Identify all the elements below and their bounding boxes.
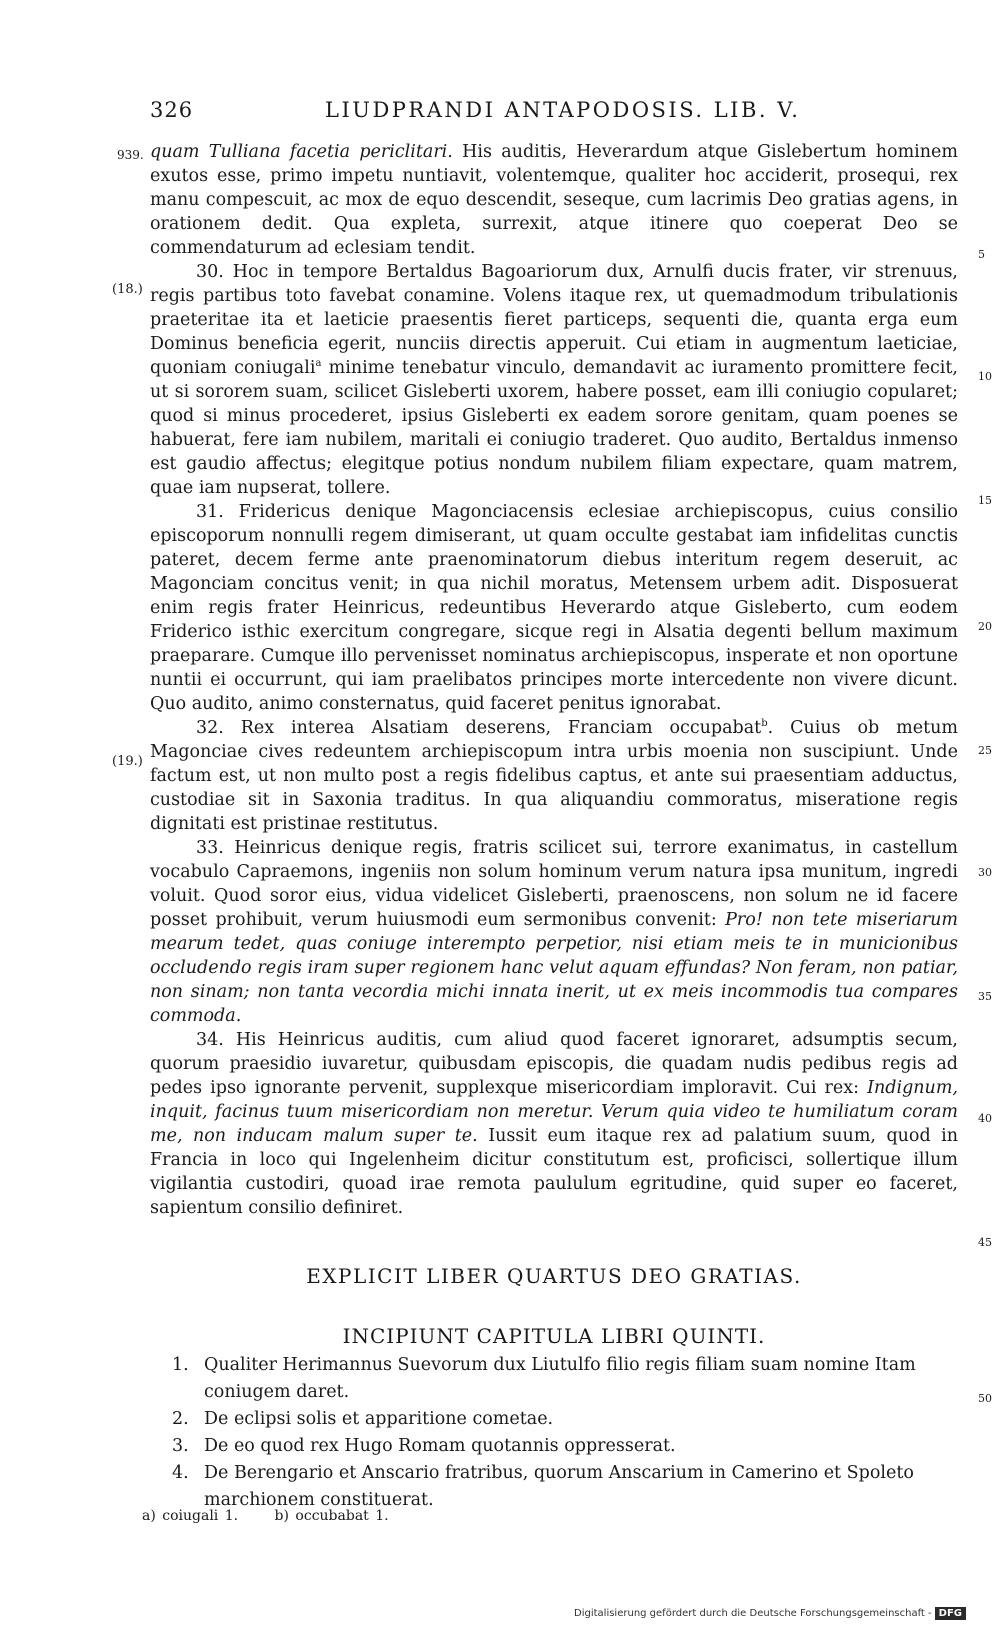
paragraph-text: 32. Rex interea Alsatiam deserens, Franciam occupabat bbox=[196, 718, 762, 738]
incipit-heading: INCIPIUNT CAPITULA LIBRI QUINTI. bbox=[342, 1324, 766, 1348]
italic-lead: quam Tulliana facetia periclitari. bbox=[150, 142, 453, 162]
list-item bbox=[172, 1406, 958, 1433]
main-text bbox=[150, 140, 958, 1220]
paragraph-text: . Cuius ob metum Magonciae cives redeuntem archiepiscopum intra urbis moenia non suscipiunt. Unde factum est, ut non multo post a regis fidelibus captus, et ante sui praesentiam adductus, custodiae sit in Saxonia traditus. In qua aliquandiu commoratus, miseratione regis dignitati est pristinae restitutus. bbox=[150, 718, 958, 834]
paragraph-text: 30. Hoc in tempore Bertaldus Bagoariorum dux, Arnulfi ducis frater, vir strenuus, regis partibus toto favebat conamine. Volens itaque rex, ut quemadmodum tribulationis praeteritae ita et laeticie praesentis fieret particeps, sequenti die, quanta erga eum Dominus beneficia egerit, nunciis directis apperuit. Cui etiam in augmentum laeticiae, quoniam coniugali bbox=[150, 262, 958, 378]
footnotes bbox=[142, 1508, 419, 1524]
line-number: 20 bbox=[978, 620, 992, 633]
paragraph-text: 33. Heinricus denique regis, fratris scilicet sui, terrore exanimatus, in castellum vocabulo Capraemons, ingeniis non solum hominum verum natura ipsa munitum, ingredi voluit. Quod soror eius, vidua videlicet Gisleberti, praenoscens, non solum ne id facere posset prohibuit, verum huiusmodi eum sermonibus convenit: bbox=[150, 838, 958, 930]
paragraph-34 bbox=[150, 1028, 958, 1220]
chapter-title: De Berengario et Anscario fratribus, quorum Anscarium in Camerino et Spoleto marchionem constituerat. bbox=[204, 1463, 914, 1510]
line-number: 5 bbox=[978, 248, 985, 261]
line-number: 25 bbox=[978, 744, 992, 757]
line-number: 15 bbox=[978, 494, 992, 507]
line-number: 35 bbox=[978, 990, 992, 1003]
chapter-title: De eclipsi solis et apparitione cometae. bbox=[204, 1409, 554, 1429]
list-item bbox=[172, 1352, 958, 1406]
line-number: 40 bbox=[978, 1112, 992, 1125]
running-title: LIUDPRANDI ANTAPODOSIS. LIB. V. bbox=[325, 98, 801, 122]
line-number: 50 bbox=[978, 1392, 992, 1405]
paragraph-32 bbox=[150, 716, 958, 836]
dfg-logo: DFG bbox=[935, 1607, 966, 1620]
paragraph-33 bbox=[150, 836, 958, 1028]
footnote-ref-b: b bbox=[761, 718, 768, 730]
italic-speech: Indignum, inquit, facinus tuum misericordiam non meretur. Verum quia video te humiliatum coram me, non inducam malum super te. bbox=[150, 1078, 958, 1146]
margin-ref-19: (19.) bbox=[112, 754, 143, 769]
explicit-heading: EXPLICIT LIBER QUARTUS DEO GRATIAS. bbox=[306, 1264, 802, 1288]
paragraph-text: Iussit eum itaque rex ad palatium suum, quod in Francia in loco qui Ingelenheim dicitur constitutum est, proficisci, sollertique illum vigilantia custodiri, quoad irae remota paululum egritudine, quid super eo faceret, sapientum consilio definiret. bbox=[150, 1126, 958, 1218]
chapter-title: Qualiter Herimannus Suevorum dux Liutulfo filio regis filiam suam nomine Itam coniugem daret. bbox=[204, 1355, 916, 1402]
list-item bbox=[172, 1433, 958, 1460]
credit-text: Digitalisierung gefördert durch die Deutsche Forschungsgemeinschaft - bbox=[574, 1608, 932, 1619]
paragraph-31 bbox=[150, 500, 958, 716]
chapter-list bbox=[172, 1352, 958, 1514]
page-number: 326 bbox=[150, 98, 194, 122]
italic-speech: Pro! non tete miseriarum mearum tedet, quas coniuge interempto perpetior, nisi etiam meis te in municionibus occludendo regis iram super regionem hanc velut aquam effundas? Non feram, non patiar, non sinam; non tanta vecordia michi innata inerit, ut ex meis incommodis tua compares commoda. bbox=[150, 910, 958, 1026]
chapter-number: 2. bbox=[172, 1409, 189, 1429]
year-marker: 939. bbox=[117, 148, 144, 162]
paragraph-30 bbox=[150, 260, 958, 500]
footnote-a: a) coiugali 1. bbox=[142, 1508, 239, 1524]
paragraph-text: 31. Fridericus denique Magonciacensis eclesiae archiepiscopus, cuius consilio episcoporum nonnulli regem dimiserant, ut quam occulte gestabat iam infidelitas cunctis pateret, decem ferme ante praenominatorum diebus interitum regem deseruit, ac Magonciam concitus venit; in qua nichil moratus, Metensem urbem adit. Disposuerat enim regis frater Heinricus, redeuntibus Heverardo atque Gisleberto, cum eodem Friderico isthic exercitum congregare, sicque regi in Alsatia degenti bellum maximum praeparare. Cumque illo pervenisset nominatus archiepiscopus, insperate et non oportune nuntii ei occurrunt, qui iam praelibatos principes morte intercedente non vivere dicunt. Quo audito, animo consternatus, quid faceret penitus ignorabat. bbox=[150, 502, 958, 714]
margin-ref-18: (18.) bbox=[112, 282, 143, 297]
digitization-credit bbox=[574, 1607, 966, 1620]
chapter-number: 3. bbox=[172, 1436, 189, 1456]
paragraph-text: His auditis, Heverardum atque Gislebertum hominem exutos esse, primo impetu nuntiavit, volentemque, qualiter hoc acciderit, prosequi, rex manu compescuit, ac mox de equo descendit, seseque, cum lacrimis Deo gratias agens, in orationem dedit. Qua expleta, surrexit, atque itinere quo coeperat Deo se commendaturum ad eclesiam tendit. bbox=[150, 142, 958, 258]
paragraph-text: 34. His Heinricus auditis, cum aliud quod faceret ignoraret, adsumptis secum, quorum praesidio iuvaretur, quibusdam episcopis, die quadam nudis pedibus regis ad pedes ipso ignorante pervenit, supplexque misericordiam imploravit. Cui rex: bbox=[150, 1030, 958, 1098]
list-item bbox=[172, 1460, 958, 1514]
paragraph-continuation bbox=[150, 140, 958, 260]
paragraph-text: minime tenebatur vinculo, demandavit ac iuramento promittere fecit, ut si sororem suam, scilicet Gisleberti uxorem, habere posset, eam illi coniugio copularet; quod si minus procederet, ipsius Gisleberti ex eadem sorore genitam, quam poenes se habuerat, fere iam nubilem, maritali ei coniugio traderet. Quo audito, Bertaldus inmenso est gaudio affectus; elegitque potius nondum nubilem filiam expectare, quam matrem, quae iam nupserat, tollere. bbox=[150, 358, 958, 498]
line-number: 30 bbox=[978, 866, 992, 879]
line-number: 10 bbox=[978, 370, 992, 383]
chapter-number: 1. bbox=[172, 1355, 189, 1375]
line-number: 45 bbox=[978, 1236, 992, 1249]
footnote-ref-a: a bbox=[315, 358, 322, 370]
chapter-title: De eo quod rex Hugo Romam quotannis oppresserat. bbox=[204, 1436, 676, 1456]
footnote-b: b) occubabat 1. bbox=[274, 1508, 389, 1524]
chapter-number: 4. bbox=[172, 1463, 189, 1483]
running-header bbox=[150, 98, 960, 128]
